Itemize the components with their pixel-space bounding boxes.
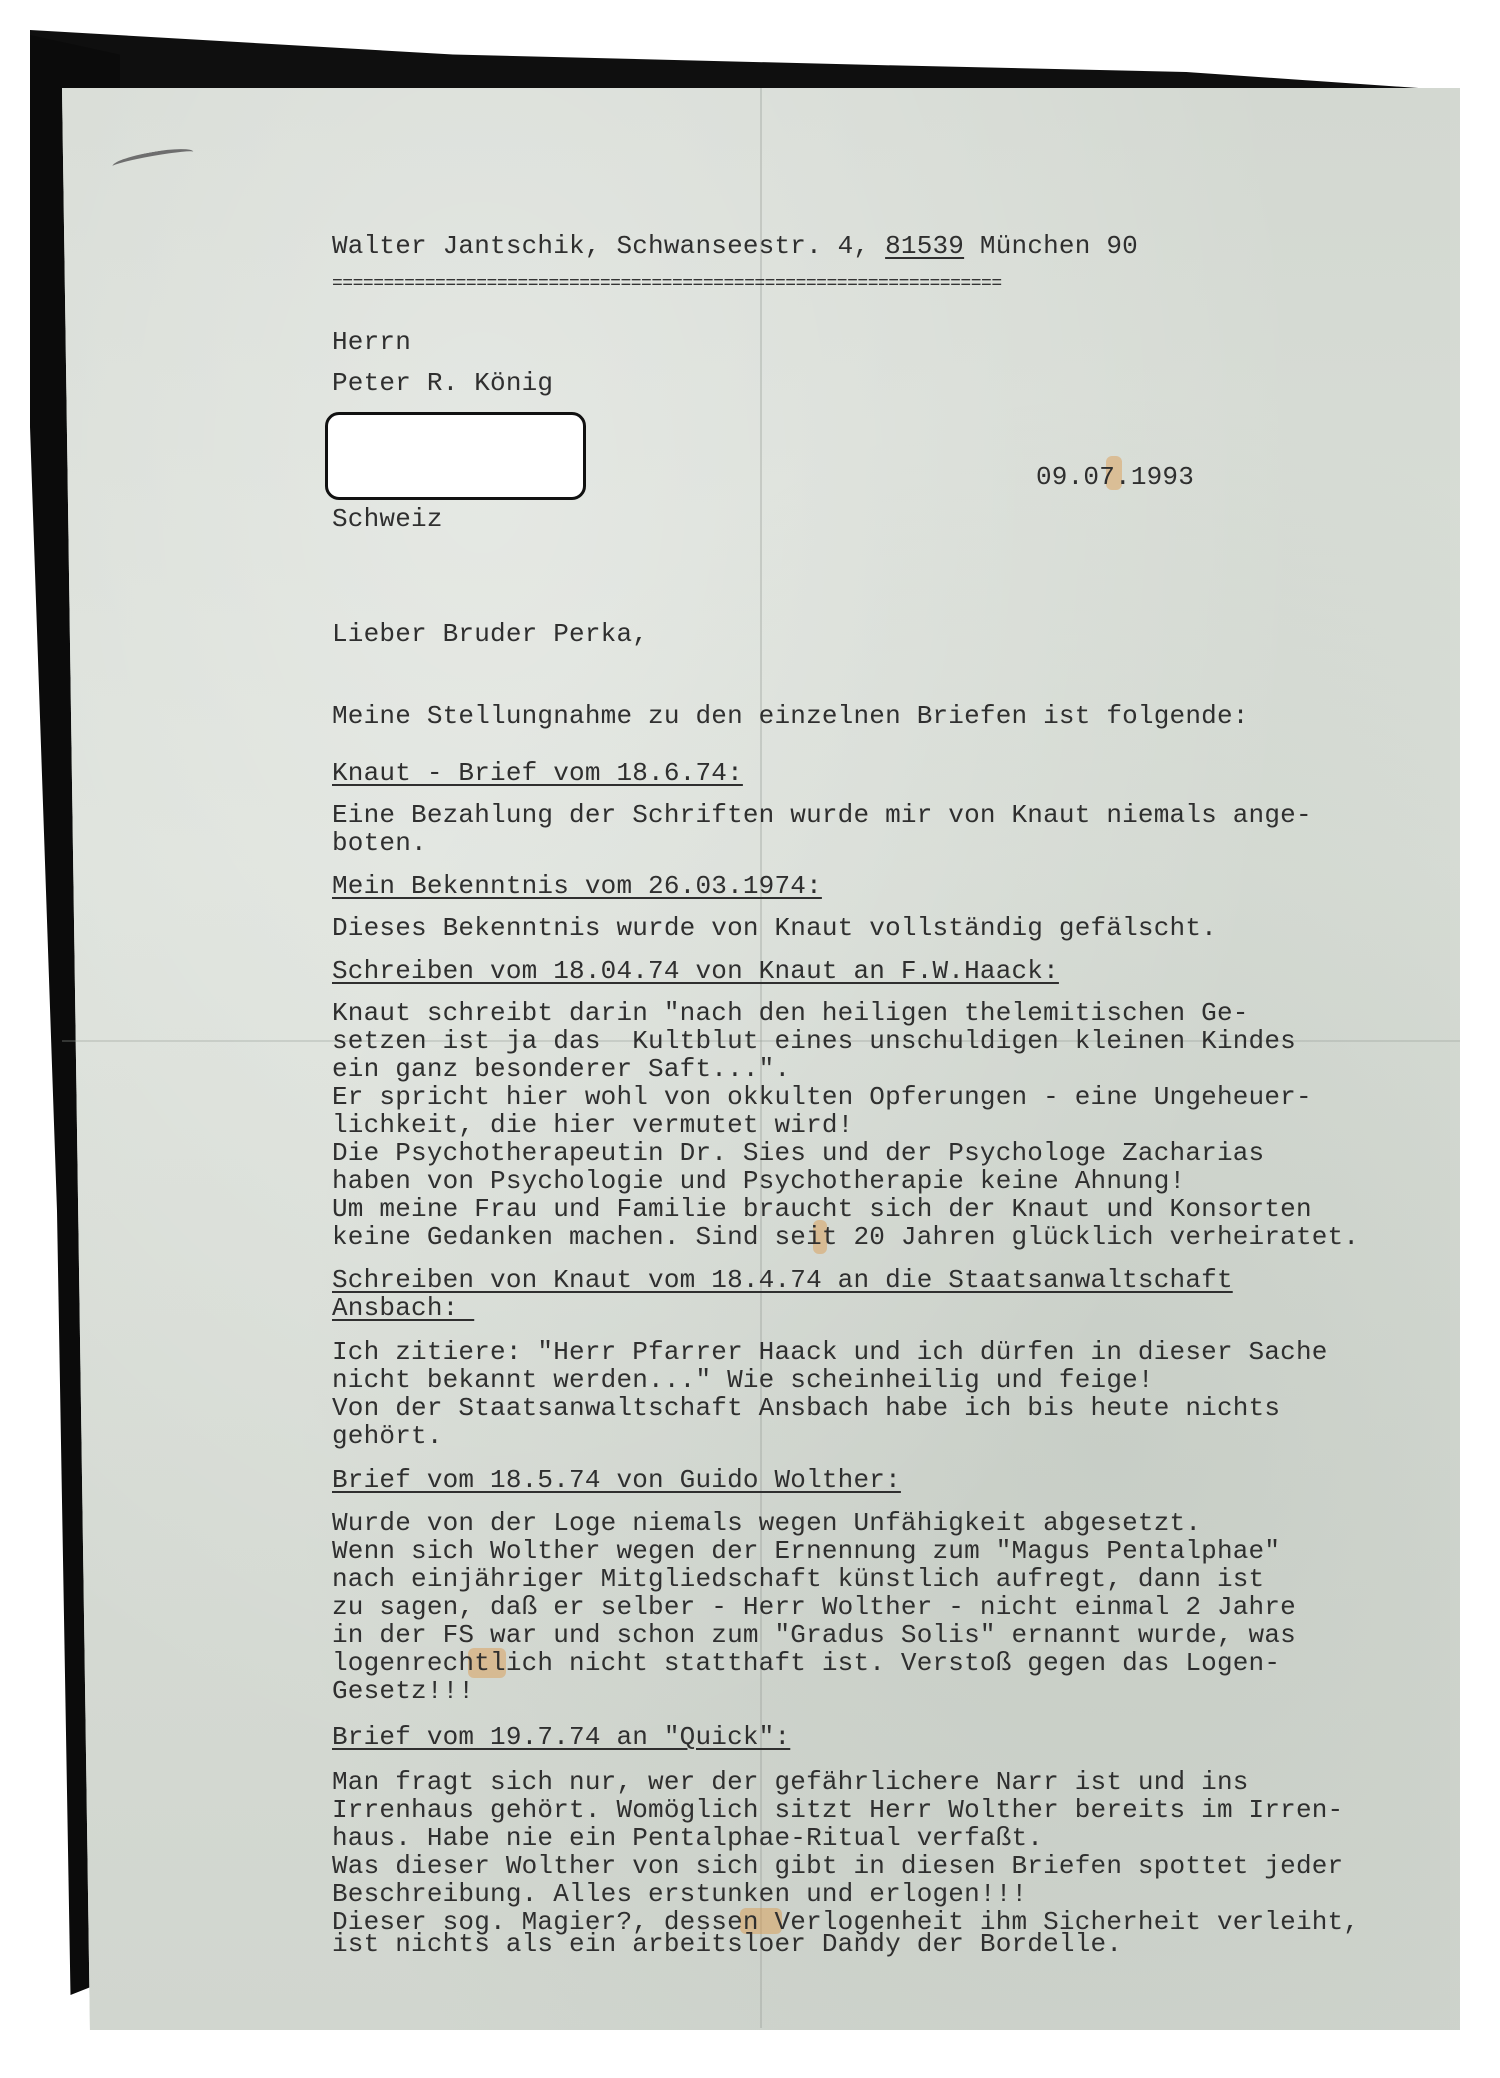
recipient-name: Peter R. König — [332, 368, 554, 398]
body-line: Um meine Frau und Familie braucht sich der Knaut und Konsorten — [332, 1194, 1312, 1224]
sender-city: München 90 — [964, 231, 1138, 261]
body-line: Man fragt sich nur, wer der gefährlichere Narr ist und ins — [332, 1767, 1249, 1797]
section-heading: Schreiben von Knaut vom 18.4.74 an die Staatsanwaltschaft — [332, 1265, 1233, 1295]
sender-postcode: 81539 — [885, 231, 965, 261]
body-line: setzen ist ja das Kultblut eines unschuldigen kleinen Kindes — [332, 1026, 1296, 1056]
section-heading: Schreiben vom 18.04.74 von Knaut an F.W.Haack: — [332, 956, 1059, 986]
body-line: Er spricht hier wohl von okkulten Opferungen - eine Ungeheuer- — [332, 1082, 1312, 1112]
body-line: haben von Psychologie und Psychotherapie keine Ahnung! — [332, 1166, 1186, 1196]
intro-line: Meine Stellungnahme zu den einzelnen Briefen ist folgende: — [332, 701, 1249, 731]
body-line: Von der Staatsanwaltschaft Ansbach habe ich bis heute nichts — [332, 1393, 1281, 1423]
body-line: Dieses Bekenntnis wurde von Knaut vollständig gefälscht. — [332, 913, 1217, 943]
body-line: Beschreibung. Alles erstunken und erlogen!!! — [332, 1879, 1028, 1909]
body-line: logenrechtlich nicht statthaft ist. Verstoß gegen das Logen- — [332, 1648, 1281, 1678]
recipient-salutation: Herrn — [332, 327, 412, 357]
body-line: Was dieser Wolther von sich gibt in diesen Briefen spottet jeder — [332, 1851, 1344, 1881]
redacted-address-box — [325, 412, 586, 500]
body-line: Die Psychotherapeutin Dr. Sies und der Psychologe Zacharias — [332, 1138, 1265, 1168]
body-line: Irrenhaus gehört. Womöglich sitzt Herr Wolther bereits im Irren- — [332, 1795, 1344, 1825]
body-line: in der FS war und schon zum "Gradus Solis" ernannt wurde, was — [332, 1620, 1296, 1650]
body-line: ist nichts als ein arbeitsloer Dandy der Bordelle. — [332, 1929, 1123, 1959]
section-heading: Brief vom 19.7.74 an "Quick": — [332, 1722, 791, 1752]
section-heading: Knaut - Brief vom 18.6.74: — [332, 758, 743, 788]
body-line: Wenn sich Wolther wegen der Ernennung zum "Magus Pentalphae" — [332, 1536, 1281, 1566]
body-line: Dieser sog. Magier?, dessen Verlogenheit ihm Sicherheit verleiht, — [332, 1907, 1360, 1937]
body-line: lichkeit, die hier vermutet wird! — [332, 1110, 854, 1140]
body-line: zu sagen, daß er selber - Herr Wolther - nicht einmal 2 Jahre — [332, 1592, 1296, 1622]
body-line: boten. — [332, 828, 427, 858]
sender-name-street: Walter Jantschik, Schwanseestr. 4, — [332, 231, 886, 261]
section-heading: Mein Bekenntnis vom 26.03.1974: — [332, 871, 822, 901]
body-line: ein ganz besonderer Saft...". — [332, 1054, 791, 1084]
sender-rule: ================================================================= — [332, 274, 1002, 294]
recipient-country: Schweiz — [332, 504, 443, 534]
body-line: Knaut schreibt darin "nach den heiligen thelemitischen Ge- — [332, 998, 1249, 1028]
section-heading: Brief vom 18.5.74 von Guido Wolther: — [332, 1465, 901, 1495]
sender-line — [332, 232, 1138, 260]
body-line: nicht bekannt werden..." Wie scheinheilig und feige! — [332, 1365, 1154, 1395]
section-heading-cont: Ansbach: — [332, 1293, 475, 1323]
body-line: nach einjähriger Mitgliedschaft künstlich aufregt, dann ist — [332, 1564, 1265, 1594]
body-line: keine Gedanken machen. Sind seit 20 Jahren glücklich verheiratet. — [332, 1222, 1360, 1252]
body-line: Gesetz!!! — [332, 1676, 475, 1706]
body-line: haus. Habe nie ein Pentalphae-Ritual verfaßt. — [332, 1823, 1044, 1853]
letter-date: 09.07.1993 — [1036, 462, 1195, 492]
body-line: gehört. — [332, 1421, 443, 1451]
greeting: Lieber Bruder Perka, — [332, 619, 649, 649]
body-line: Ich zitiere: "Herr Pfarrer Haack und ich dürfen in dieser Sache — [332, 1337, 1328, 1367]
body-line: Eine Bezahlung der Schriften wurde mir von Knaut niemals ange- — [332, 800, 1312, 830]
body-line: Wurde von der Loge niemals wegen Unfähigkeit abgesetzt. — [332, 1508, 1202, 1538]
